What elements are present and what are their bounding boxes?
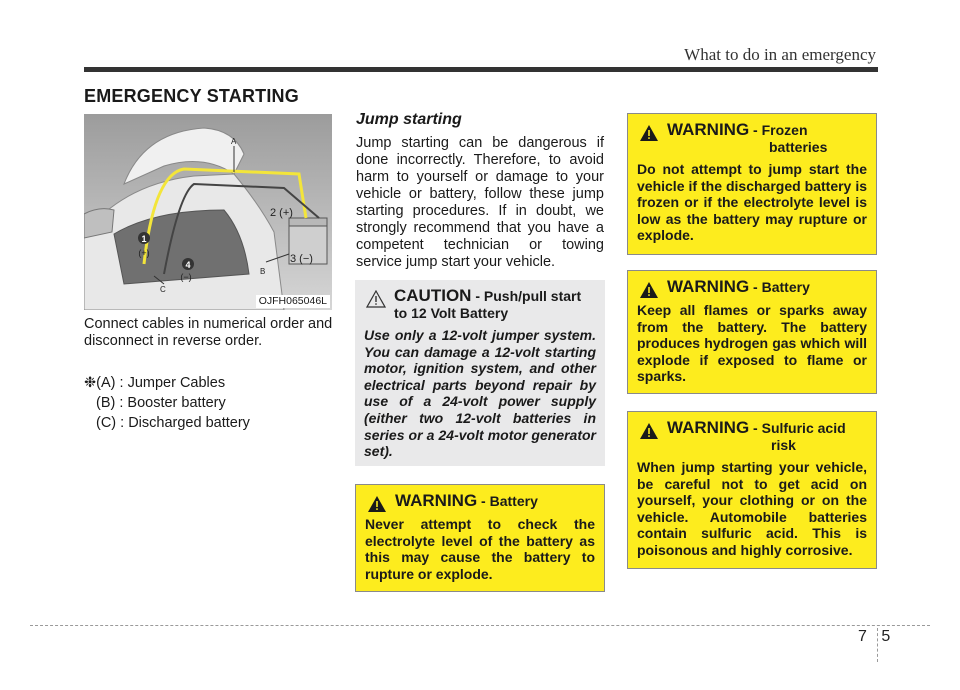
- marker-1: 1: [141, 234, 147, 244]
- warning-acid-heading: WARNING - Sulfuric acid risk: [637, 420, 867, 453]
- marker-4: 4: [185, 260, 191, 270]
- warning-triangle-icon: [639, 124, 659, 142]
- warning-sulfuric-acid: [627, 411, 877, 569]
- warning-battery-check: [355, 484, 605, 592]
- marker-4-polarity: (−): [180, 272, 192, 282]
- chapter-number: 7: [858, 628, 867, 645]
- running-header: What to do in an emergency: [684, 45, 876, 64]
- label-negative-3: 3 (−): [290, 253, 313, 265]
- section-title: EMERGENCY STARTING: [84, 86, 299, 106]
- jump-start-illustration: [84, 114, 332, 310]
- car-trunk-drawing: [84, 114, 332, 310]
- warning-battery-flames: [627, 270, 877, 394]
- page-number-separator: [877, 628, 878, 662]
- warning-frozen-heading: WARNING - Frozen batteries: [637, 122, 867, 155]
- label-positive-2: 2 (+): [270, 207, 293, 219]
- warning-flames-heading: WARNING - Battery: [637, 279, 867, 296]
- label-c: C: [160, 285, 166, 294]
- label-a: A: [231, 137, 237, 146]
- warning-frozen-batteries: [627, 113, 877, 255]
- caution-text: Use only a 12-volt jumper system. You can damage a 12-volt starting motor, ignition system, and other electrical parts beyond repair by use of a 24-volt power supply (either two 12-volt batteries in series or a 24-volt motor generator set).: [364, 327, 596, 460]
- connect-instruction: Connect cables in numerical order and disconnect in reverse order.: [84, 316, 333, 349]
- warning-triangle-icon: [639, 281, 659, 299]
- caution-push-pull-start: [355, 280, 605, 466]
- warning-frozen-text: Do not attempt to jump start the vehicle if the discharged battery is frozen or if the electrolyte level is low as the battery may rupture or explode.: [637, 161, 867, 244]
- figure-legend: [84, 373, 250, 433]
- warning-battery-check-text: Never attempt to check the electrolyte level of the battery as this may cause the battery to rupture or explode.: [365, 516, 595, 582]
- jump-starting-text: Jump starting can be dangerous if done incorrectly. Therefore, to avoid harm to yourself or damage to your vehicle or battery, follow these jump starting procedures. If in doubt, we strongly recommend that you have a competent technician or towing service jump start your vehicle.: [356, 135, 604, 270]
- page-number-value: 5: [881, 628, 891, 645]
- footer-rule: [30, 625, 930, 626]
- label-b: B: [260, 267, 266, 276]
- warning-acid-text: When jump starting your vehicle, be careful not to get acid on yourself, your clothing or on the vehicle. Automobile batteries contain sulfuric acid. This is poisonous and highly corrosive.: [637, 459, 867, 558]
- legend-marker-icon: ❉: [84, 375, 97, 391]
- jump-starting-heading: Jump starting: [356, 111, 462, 128]
- figure-code: OJFH065046L: [256, 295, 330, 308]
- marker-1-polarity: (+): [138, 248, 150, 258]
- warning-triangle-icon: [639, 422, 659, 440]
- legend-item-c: (C) : Discharged battery: [96, 415, 250, 431]
- warning-battery-check-heading: WARNING - Battery: [365, 493, 595, 510]
- legend-item-a: ❉(A) : Jumper Cables: [84, 375, 226, 391]
- warning-triangle-icon: [367, 495, 387, 513]
- caution-triangle-icon: [366, 290, 386, 308]
- caution-heading: CAUTION - Push/pull start to 12 Volt Battery: [364, 288, 596, 321]
- legend-item-b: (B) : Booster battery: [96, 395, 226, 411]
- warning-flames-text: Keep all flames or sparks away from the battery. The battery produces hydrogen gas which will explode if exposed to flame or sparks.: [637, 302, 867, 385]
- page-number: [858, 628, 890, 646]
- header-rule: [84, 67, 878, 72]
